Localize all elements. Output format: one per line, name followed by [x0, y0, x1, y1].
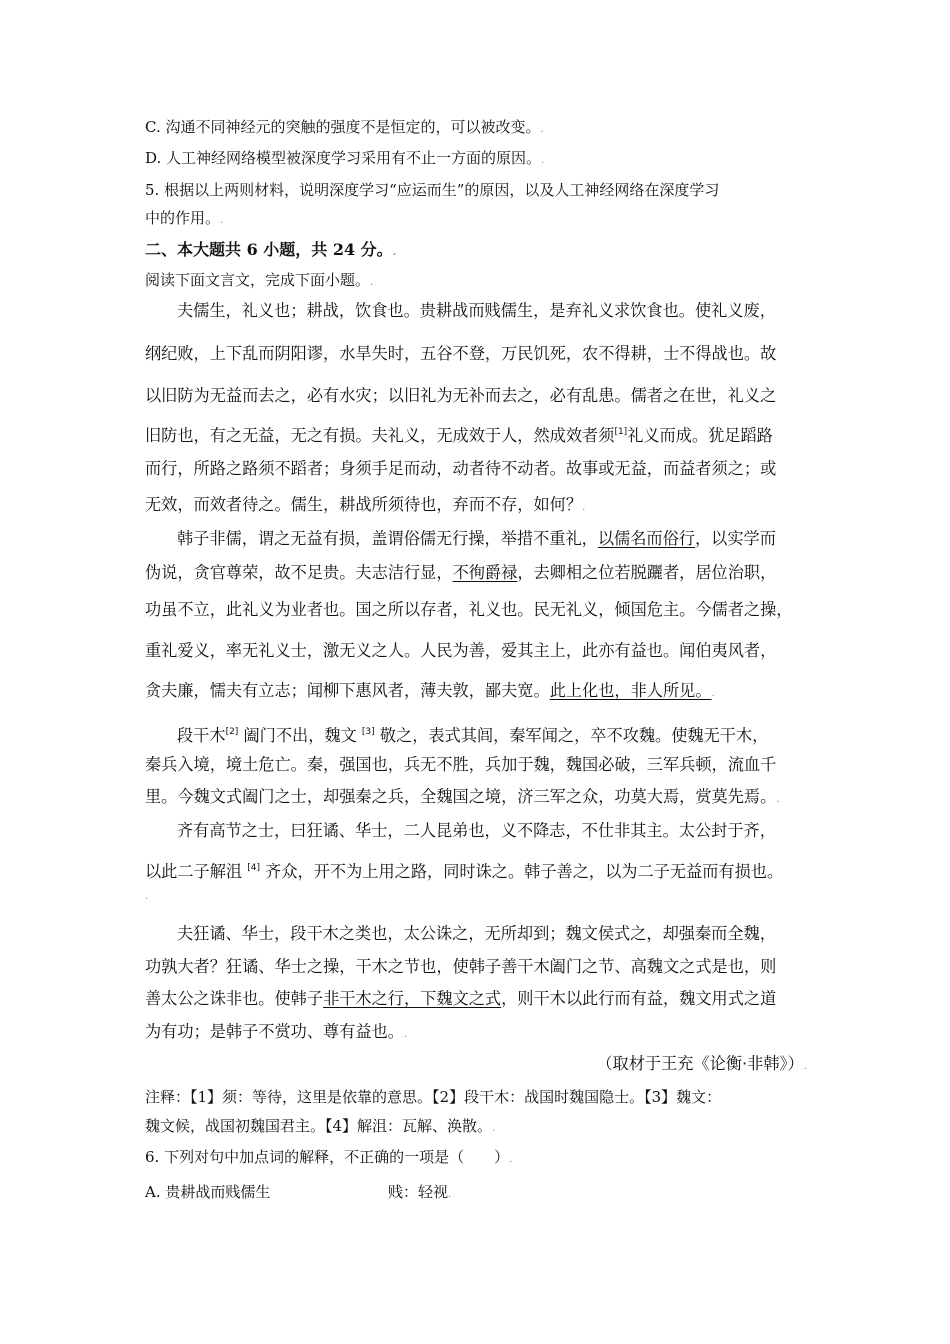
passage-p2-line5: 贪夫廉，懦夫有立志；闻柳下惠风者，薄夫敦，鄙夫宽。此上化也，非人所见。. [145, 681, 715, 700]
footnote-ref-3: [3] [361, 727, 375, 737]
footnote-ref-1: [1] [614, 427, 628, 437]
question-5-line2: 中的作用。. [145, 209, 224, 227]
passage-p5-line2: 功孰大者？狂谲、华士之操，干木之节也，使韩子善干木阖门之节、高魏文之式是也，则 [145, 957, 777, 976]
passage-p4-line1: 齐有高节之士，曰狂谲、华士，二人昆弟也，义不降志，不仕非其主。太公封于齐， [177, 821, 776, 840]
question-6-option-a: A. 贵耕战而贱儒生 贱：轻视. [145, 1182, 805, 1202]
passage-p5-line3: 善太公之诛非也。使韩子非干木之行，下魏文之式，则干木以此行而有益，魏文用式之道 [145, 989, 777, 1008]
option-c: C. 沟通不同神经元的突触的强度不是恒定的，可以被改变。. [145, 118, 544, 136]
annotations-line1: 注释：【1】须：等待，这里是依靠的意思。【2】段干木：战国时魏国隐士。【3】魏文： [145, 1088, 722, 1106]
passage-p1-line6: 无效，而效者待之。儒生，耕战所须待也，弃而不存，如何？. [145, 495, 586, 514]
question-5-line1: 5. 根据以上两则材料，说明深度学习“应运而生”的原因，以及人工神经网络在深度学习 [145, 181, 720, 199]
passage-p3-line2: 秦兵入境，境土危亡。秦，强国也，兵无不胜，兵加于魏，魏国必破，三军兵顿，流血千 [145, 755, 777, 774]
underlined-phrase-4: 非干木之行，下魏文之式 [323, 989, 502, 1008]
passage-source: （取材于王充《论衡·非韩》）. [596, 1054, 807, 1073]
option-a-gloss: 贱：轻视. [388, 1183, 452, 1201]
section-2-title: 二、本大题共 6 小题，共 24 分。. [145, 240, 397, 259]
passage-p1-line5: 而行，所路之路须不蹈者；身须手足而动，动者待不动者。故事或无益，而益者须之；或 [145, 459, 777, 478]
passage-p2-line1: 韩子非儒，谓之无益有损，盖谓俗儒无行操，举措不重礼，以儒名而俗行，以实学而 [177, 529, 776, 548]
passage-p1-line1: 夫儒生，礼义也；耕战，饮食也。贵耕战而贱儒生，是弃礼义求饮食也。使礼义废， [177, 301, 776, 320]
option-d: D. 人工神经网络模型被深度学习采用有不止一方面的原因。. [145, 149, 545, 167]
passage-p5-line1: 夫狂谲、华士，段干木之类也，太公诛之，无所却到；魏文侯式之，却强秦而全魏， [177, 924, 776, 943]
passage-p2-line4: 重礼爱义，率无礼义士，激无义之人。人民为善，爱其主上，此亦有益也。闻伯夷风者， [145, 641, 777, 660]
footnote-ref-4: [4] [247, 863, 261, 873]
passage-p1-line3: 以旧防为无益而去之，必有水灾；以旧礼为无补而去之，必有乱患。儒者之在世，礼义之 [145, 386, 777, 405]
passage-p3-line3: 里。今魏文式阖门之士，却强秦之兵，全魏国之境，济三军之众，功莫大焉，赏莫先焉。. [145, 787, 780, 806]
passage-p2-line3: 功虽不立，此礼义为业者也。国之所以存者，礼义也。民无礼义，倾国危主。今儒者之操， [145, 600, 793, 619]
underlined-phrase-3: 此上化也，非人所见。 [549, 681, 712, 700]
paragraph-mark: . [145, 891, 149, 902]
passage-p3-line1: 段干木[2] 阖门不出，魏文 [3] 敬之，表式其闾，秦军闻之，卒不攻魏。使魏无干木， [177, 726, 769, 745]
footnote-ref-2: [2] [225, 727, 239, 737]
question-6-stem: 6. 下列对句中加点词的解释，不正确的一项是（ ）. [145, 1148, 513, 1166]
section-2-instruction: 阅读下面文言文，完成下面小题。. [145, 271, 374, 289]
annotations-line2: 魏文候，战国初魏国君主。【4】解沮：瓦解、涣散。. [145, 1117, 496, 1135]
passage-p1-line4: 旧防也，有之无益，无之有损。夫礼义，无成效于人，然成效者须[1]礼义而成。犹足蹈路 [145, 426, 773, 445]
passage-p1-line2: 纲纪败，上下乱而阴阳谬，水旱失时，五谷不登，万民饥死，农不得耕，士不得战也。故 [145, 344, 777, 363]
passage-p4-line2: 以此二子解沮 [4] 齐众，开不为上用之路，同时诛之。韩子善之，以为二子无益而有损也。 [145, 862, 784, 881]
passage-p2-line2: 伪说，贪官尊荣，故不足贵。夫志洁行显，不徇爵禄，去卿相之位若脱躧者，居位治职， [145, 563, 777, 582]
underlined-phrase-2: 不徇爵禄 [452, 563, 518, 582]
passage-p5-line4: 为有功；是韩子不赏功、尊有益也。. [145, 1022, 408, 1041]
underlined-phrase-1: 以儒名而俗行 [597, 529, 695, 548]
